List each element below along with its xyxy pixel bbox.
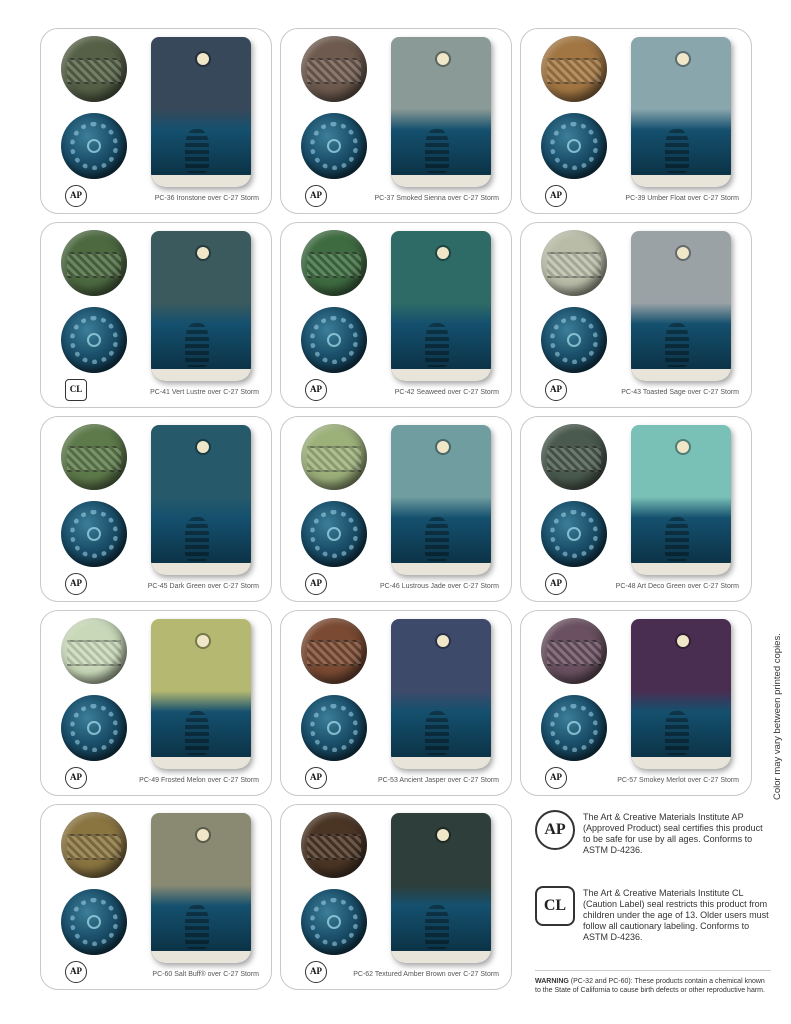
glaze-test-tile [541,424,607,490]
glaze-caption: PC-53 Ancient Jasper over C-27 Storm [378,777,499,784]
storm-flower-tile [541,307,607,373]
glaze-caption: PC-46 Lustrous Jade over C-27 Storm [379,583,499,590]
flower-center [327,139,341,153]
glaze-card [280,222,512,408]
storm-flower-tile [61,501,127,567]
glaze-card [280,416,512,602]
storm-flower-tile [301,113,367,179]
glaze-caption: PC-60 Salt Buff® over C-27 Storm [152,971,259,978]
storm-flower-tile [301,501,367,567]
glaze-card [520,416,752,602]
glaze-test-pot [631,37,731,187]
glaze-test-pot [151,231,251,381]
acmi-seal-icon: CL [65,379,87,401]
tile-relief-pattern [307,58,361,84]
glaze-card [520,28,752,214]
glaze-card [40,222,272,408]
pot-hole [437,441,449,453]
flower-center [327,721,341,735]
acmi-seal-icon: AP [545,767,567,789]
pot-hole [437,53,449,65]
glaze-caption: PC-57 Smokey Merlot over C-27 Storm [617,777,739,784]
acmi-seal-icon: AP [305,767,327,789]
acmi-seal-icon: AP [65,185,87,207]
glaze-test-tile [301,618,367,684]
storm-flower-tile [541,113,607,179]
pot-base [391,951,491,963]
pot-base [391,369,491,381]
flower-center [327,915,341,929]
acmi-seal-icon: AP [545,185,567,207]
glaze-test-tile [301,36,367,102]
glaze-caption: PC-39 Umber Float over C-27 Storm [625,195,739,202]
pot-hole [197,635,209,647]
glaze-caption: PC-45 Dark Green over C-27 Storm [147,583,259,590]
flower-center [87,915,101,929]
glaze-test-tile [61,36,127,102]
tile-relief-pattern [67,640,121,666]
glaze-test-pot [151,813,251,963]
pot-hole [677,635,689,647]
glaze-test-tile [61,424,127,490]
flower-center [327,527,341,541]
glaze-test-pot [391,619,491,769]
glaze-card [40,610,272,796]
tile-relief-pattern [67,834,121,860]
fern-relief [425,129,449,173]
tile-relief-pattern [67,252,121,278]
glaze-card [520,610,752,796]
glaze-test-tile [61,812,127,878]
glaze-card [40,804,272,990]
storm-flower-tile [61,113,127,179]
glaze-card [520,222,752,408]
glaze-test-tile [61,618,127,684]
fern-relief [185,905,209,949]
flower-center [567,721,581,735]
glaze-test-tile [301,812,367,878]
tile-relief-pattern [67,58,121,84]
glaze-card [280,610,512,796]
acmi-seal-icon: AP [305,379,327,401]
pot-base [391,757,491,769]
glaze-test-pot [151,37,251,187]
fern-relief [185,129,209,173]
ap-legend-text: The Art & Creative Materials Institute AP (Approved Product) seal certifies this product to be safe for use by all ages. Conforms to ASTM D-4236. [583,812,763,855]
glaze-caption: PC-48 Art Deco Green over C-27 Storm [615,583,739,590]
storm-flower-tile [61,695,127,761]
cl-legend-text: The Art & Creative Materials Institute CL (Caution Label) seal restricts this product from children under the age of 13. Older users must follow all cautionary labeling. Conforms to ASTM D-4236. [583,888,769,942]
tile-relief-pattern [547,446,601,472]
cl-legend-item [535,886,767,956]
tile-relief-pattern [547,640,601,666]
glaze-caption: PC-42 Seaweed over C-27 Storm [394,389,499,396]
glaze-test-pot [391,231,491,381]
glaze-test-pot [631,619,731,769]
pot-base [151,951,251,963]
fern-relief [665,517,689,561]
acmi-seal-icon: AP [65,573,87,595]
tile-relief-pattern [307,252,361,278]
warning-text: (PC-32 and PC-60): These products contain a chemical known to the State of California to cause birth defects or other reproductive harm. [535,978,765,994]
fern-relief [665,129,689,173]
pot-hole [197,829,209,841]
glaze-test-tile [61,230,127,296]
fern-relief [185,517,209,561]
warning-label: WARNING [535,978,569,985]
storm-flower-tile [301,695,367,761]
glaze-caption: PC-37 Smoked Sienna over C-27 Storm [374,195,499,202]
fern-relief [185,323,209,367]
tile-relief-pattern [547,252,601,278]
glaze-caption: PC-41 Vert Lustre over C-27 Storm [150,389,259,396]
glaze-test-pot [631,231,731,381]
glaze-caption: PC-49 Frosted Melon over C-27 Storm [139,777,259,784]
glaze-card [280,28,512,214]
tile-relief-pattern [307,640,361,666]
tile-relief-pattern [307,834,361,860]
glaze-test-tile [541,36,607,102]
glaze-caption: PC-62 Textured Amber Brown over C-27 Storm [353,971,499,978]
fern-relief [425,323,449,367]
glaze-test-pot [391,425,491,575]
storm-flower-tile [541,695,607,761]
tile-relief-pattern [547,58,601,84]
flower-center [567,139,581,153]
pot-hole [437,635,449,647]
storm-flower-tile [61,307,127,373]
storm-flower-tile [541,501,607,567]
glaze-test-pot [631,425,731,575]
fern-relief [425,905,449,949]
fern-relief [665,711,689,755]
pot-base [151,757,251,769]
glaze-test-tile [301,424,367,490]
flower-center [87,333,101,347]
fern-relief [185,711,209,755]
glaze-test-pot [151,619,251,769]
acmi-seal-icon: AP [305,573,327,595]
glaze-test-tile [541,618,607,684]
storm-flower-tile [301,889,367,955]
pot-hole [677,53,689,65]
glaze-card [280,804,512,990]
glaze-test-tile [541,230,607,296]
pot-base [631,757,731,769]
acmi-seal-icon: AP [65,767,87,789]
pot-hole [677,247,689,259]
acmi-seal-icon: AP [305,185,327,207]
ap-seal-icon: AP [535,810,575,850]
pot-base [631,369,731,381]
pot-base [631,175,731,187]
pot-base [391,563,491,575]
glaze-test-tile [301,230,367,296]
pot-hole [197,247,209,259]
storm-flower-tile [301,307,367,373]
pot-base [391,175,491,187]
ap-legend-item [535,810,767,880]
acmi-seal-icon: AP [545,379,567,401]
acmi-seal-icon: AP [545,573,567,595]
flower-center [87,721,101,735]
certification-legend [535,810,767,962]
pot-hole [197,441,209,453]
acmi-seal-icon: AP [305,961,327,983]
tile-relief-pattern [307,446,361,472]
fern-relief [665,323,689,367]
glaze-card [40,416,272,602]
pot-hole [437,247,449,259]
flower-center [567,333,581,347]
glaze-caption: PC-43 Toasted Sage over C-27 Storm [621,389,739,396]
storm-flower-tile [61,889,127,955]
acmi-seal-icon: AP [65,961,87,983]
glaze-caption: PC-36 Ironstone over C-27 Storm [154,195,259,202]
pot-hole [197,53,209,65]
glaze-card [40,28,272,214]
pot-hole [677,441,689,453]
fern-relief [425,711,449,755]
fern-relief [425,517,449,561]
flower-center [327,333,341,347]
prop65-warning [535,970,771,995]
color-variance-note: Color may vary between printed copies. [772,633,783,800]
flower-center [87,527,101,541]
flower-center [567,527,581,541]
glaze-test-pot [391,813,491,963]
pot-base [151,175,251,187]
pot-hole [437,829,449,841]
pot-base [631,563,731,575]
pot-base [151,563,251,575]
flower-center [87,139,101,153]
cl-seal-icon: CL [535,886,575,926]
pot-base [151,369,251,381]
glaze-test-pot [391,37,491,187]
glaze-test-pot [151,425,251,575]
tile-relief-pattern [67,446,121,472]
